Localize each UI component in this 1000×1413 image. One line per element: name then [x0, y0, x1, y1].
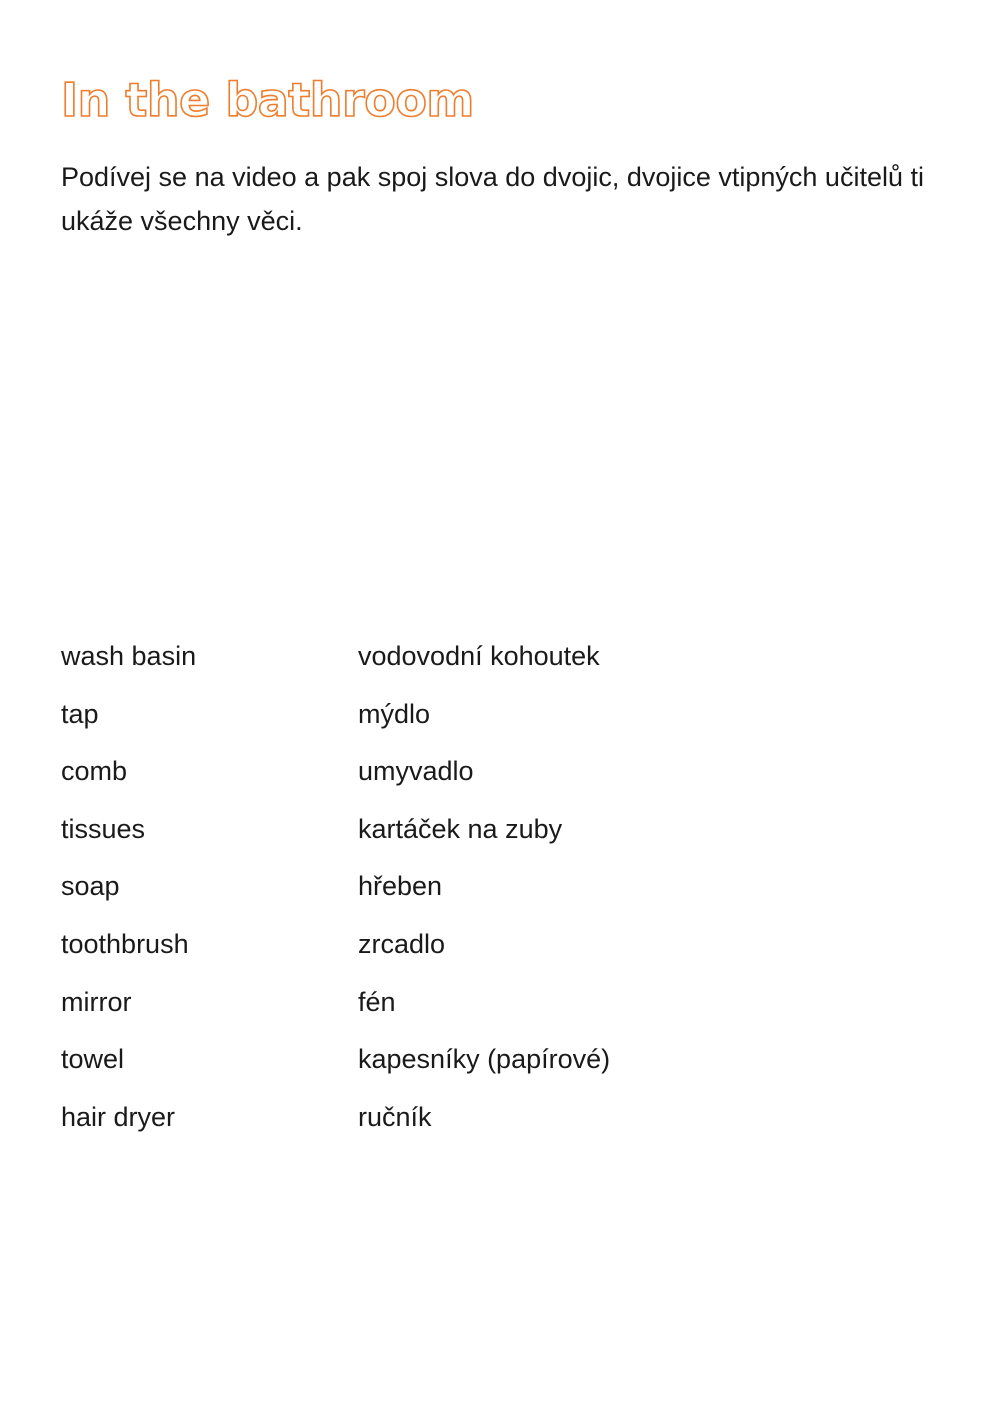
page-title: In the bathroom [61, 73, 474, 127]
english-word[interactable]: tap [61, 698, 99, 729]
czech-word[interactable]: zrcadlo [358, 928, 446, 959]
word-pair-row [61, 1037, 761, 1095]
english-word[interactable]: mirror [61, 986, 132, 1017]
word-pair-row [61, 922, 761, 980]
english-word[interactable]: wash basin [61, 641, 197, 671]
english-word[interactable]: soap [61, 871, 120, 902]
czech-word[interactable]: hřeben [358, 871, 443, 902]
czech-word[interactable]: mýdlo [358, 698, 431, 729]
czech-word[interactable]: vodovodní kohoutek [358, 641, 600, 671]
word-pair-row [61, 692, 761, 750]
czech-word[interactable]: ručník [358, 1101, 432, 1132]
word-pair-row [61, 749, 761, 807]
word-pair-row [61, 1095, 761, 1153]
instructions-text: Podívej se na video a pak spoj slova do dvojic, dvojice vtipných učitelů ti ukáže všechny věci. [61, 162, 924, 236]
english-word[interactable]: tissues [61, 813, 146, 844]
english-word[interactable]: toothbrush [61, 928, 189, 959]
czech-word[interactable]: fén [358, 986, 396, 1017]
word-pair-row [61, 634, 761, 692]
word-pair-row [61, 980, 761, 1038]
english-word[interactable]: hair dryer [61, 1101, 176, 1132]
czech-word[interactable]: umyvadlo [358, 756, 474, 787]
matching-word-list [61, 634, 761, 1152]
word-pair-row [61, 807, 761, 865]
czech-word[interactable]: kartáček na zuby [358, 813, 563, 844]
english-word[interactable]: towel [61, 1044, 125, 1075]
word-pair-row [61, 864, 761, 922]
english-word[interactable]: comb [61, 756, 128, 787]
czech-word[interactable]: kapesníky (papírové) [358, 1044, 611, 1075]
